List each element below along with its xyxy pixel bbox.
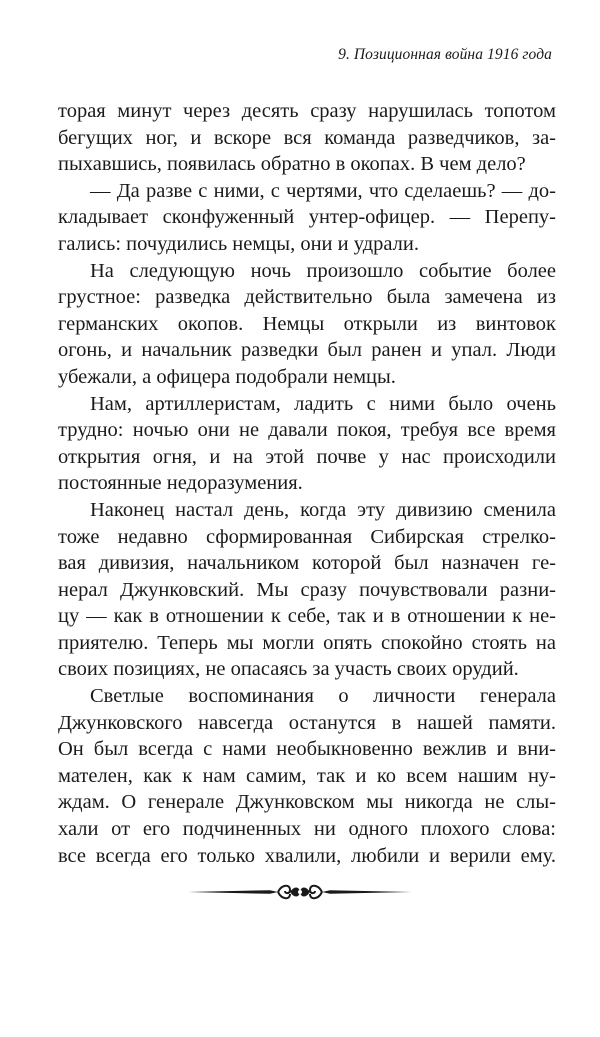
text-line: грустное: разведка действительно была замечена из (58, 286, 556, 309)
paragraph (58, 391, 556, 497)
text-line: открытия огня, и на этой почве у нас происходили (58, 445, 556, 468)
text-line: Нам, артиллеристам, ладить с ними было очень (90, 392, 556, 415)
text-line: Он был всегда с нами необыкновенно вежлив и вни- (58, 738, 556, 761)
text-line: кладывает сконфуженный унтер-офицер. — Перепу- (58, 206, 556, 229)
text-line: трудно: ночью они не давали покоя, требуя все время (58, 419, 556, 442)
text-line: цу — как в отношении к себе, так и в отношении к не- (58, 605, 556, 628)
paragraph (58, 258, 556, 391)
text-line: германских окопов. Немцы открыли из винтовок (58, 312, 556, 335)
running-header: 9. Позиционная война 1916 года (338, 46, 552, 63)
text-line: постоянные недоразумения. (58, 472, 303, 495)
text-line: торая минут через десять сразу нарушилась топотом (58, 100, 556, 122)
text-line: приятелю. Теперь мы могли опять спокойно стоять на (58, 631, 556, 654)
text-line: мателен, как к нам самим, так и ко всем нашим ну- (58, 764, 556, 787)
text-line: убежали, а офицера подобрали немцы. (58, 365, 396, 388)
text-line: гались: почудились немцы, они и удрали. (58, 232, 419, 255)
paragraph (58, 683, 556, 869)
text-line: — Да разве с ними, с чертями, что сделаешь? — до- (90, 179, 556, 202)
text-line: Джунковского навсегда останутся в нашей памяти. (58, 711, 556, 734)
paragraph (58, 98, 556, 178)
text-line: огонь, и начальник разведки был ранен и упал. Люди (58, 339, 556, 362)
decorative-divider-icon (186, 880, 414, 904)
text-line: вая дивизия, начальником которой был назначен ге- (58, 552, 556, 575)
text-line: ждам. О генерале Джунковском мы никогда не слы- (58, 791, 556, 814)
text-line: бегущих ног, и вскоре вся команда разведчиков, за- (58, 126, 556, 149)
paragraph (58, 178, 556, 258)
text-line: нерал Джунковский. Мы сразу почувствовали разни- (58, 578, 556, 601)
text-line: своих позициях, не опасаясь за участь своих орудий. (58, 658, 519, 681)
text-line: тоже недавно сформированная Сибирская стрелко- (58, 525, 556, 548)
paragraph (58, 497, 556, 683)
text-line: пыхавшись, появилась обратно в окопах. В чем дело? (58, 153, 526, 176)
text-line: На следующую ночь произошло событие более (90, 259, 556, 282)
body-text (58, 98, 556, 869)
text-line: Наконец настал день, когда эту дивизию сменила (90, 498, 556, 521)
text-line: все всегда его только хвалили, любили и верили ему. (58, 844, 556, 867)
text-line: Светлые воспоминания о личности генерала (90, 685, 556, 708)
text-line: хали от его подчиненных ни одного плохого слова: (58, 818, 556, 841)
